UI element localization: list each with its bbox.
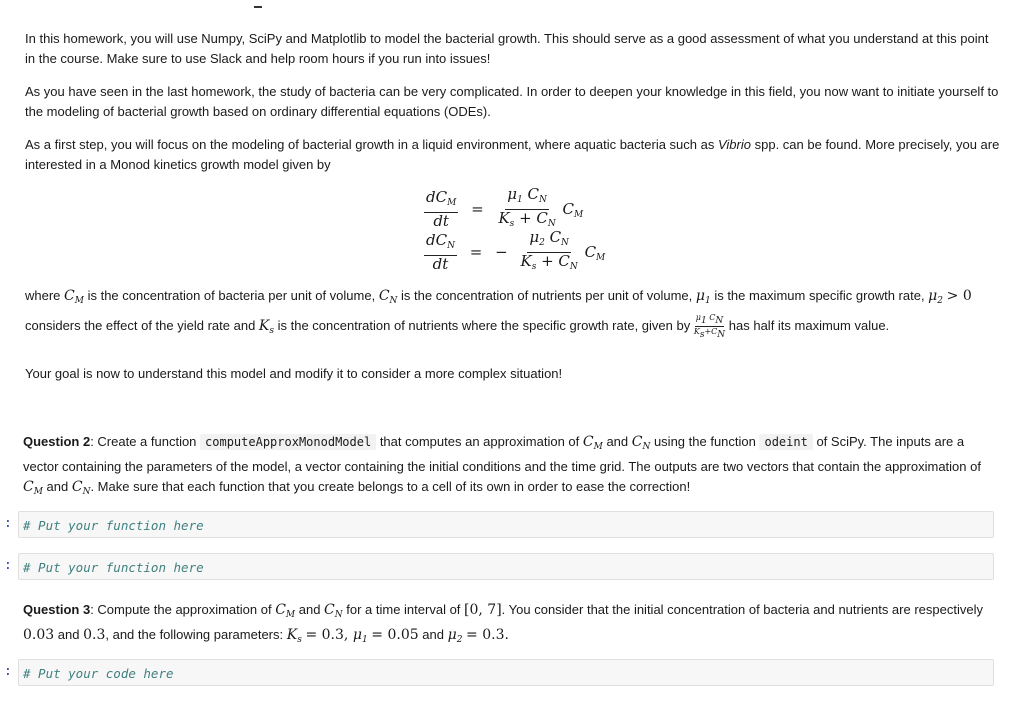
scroll-artifact [254,6,262,8]
question-2: Question 2: Create a function computeApproxMonodModel that computes an approximation of $C_M$ and $C_N$ using the function odeint of SciPy. The inputs are a vector containing the parameters of the model, a vector containing the initial conditions and the time grid. The outputs are two vectors that contain the approximation of $C_M$ and $C_N$. Make sure that each function that you create belongs to a cell of its own in order to ease the correction! [23,434,981,497]
intro-paragraph-1: In this homework, you will use Numpy, SciPy and Matplotlib to model the bacterial growth. This should serve as a good assessment of what you understand at this point in the course. Make sure to use Slack and help room hours if you run into issues! [25,31,989,66]
code-cell-3[interactable]: # Put your code here [18,659,994,686]
question-3: Question 3: Compute the approximation of $C_M$ and $C_N$ for a time interval of [0, 7]. You consider that the initial concentration of bacteria and nutrients are respectively 0.03 and 0.3, and the following parameters: $K_s = 0.3$, $\mu_1 = 0.05$ and $\mu_2 = 0.3$. [23,602,983,645]
equation-dcm: $\frac{dC_M}{dt}$ = $\frac{\mu_1 C_N}{K_s + C_N}$ $C_M$ [426,185,584,230]
goal-paragraph: Your goal is now to understand this model and modify it to consider a more complex situation! [25,366,563,381]
cell-prompt-1: : [4,516,12,531]
code-cell-2[interactable]: # Put your function here [18,553,994,580]
odeint-code: odeint [759,434,812,450]
equation-dcn: $\frac{dC_N}{dt}$ = − $\frac{\mu_2 C_N}{K_s + C_N}$ $C_M$ [426,228,606,273]
cell-prompt-2: : [4,558,12,573]
cell-prompt-3: : [4,664,12,679]
code-cell-1[interactable]: # Put your function here [18,511,994,538]
function-name-code: computeApproxMonodModel [200,434,376,450]
intro-paragraph-2: As you have seen in the last homework, the study of bacteria can be very complicated. In order to deepen your knowledge in this field, you now want to initiate yourself to the modeling of bacterial growth based on ordinary differential equations (ODEs). [25,84,999,119]
where-paragraph: where $C_M$ is the concentration of bacteria per unit of volume, $C_N$ is the concentration of nutrients per unit of volume, $\mu_1$ is the maximum specific growth rate, $\mu_2 > 0$ considers the effect of the yield rate and $K_s$ is the concentration of nutrients where the specific growth rate, given by $\frac{\mu_1 C_N}{K_s+C_N}$ has half its maximum value. [25,288,972,340]
intro-paragraph-3: As a first step, you will focus on the modeling of bacterial growth in a liquid environment, where aquatic bacteria such as Vibrio spp. can be found. More precisely, you are interested in a Monod kinetics growth model given by [25,137,1000,172]
